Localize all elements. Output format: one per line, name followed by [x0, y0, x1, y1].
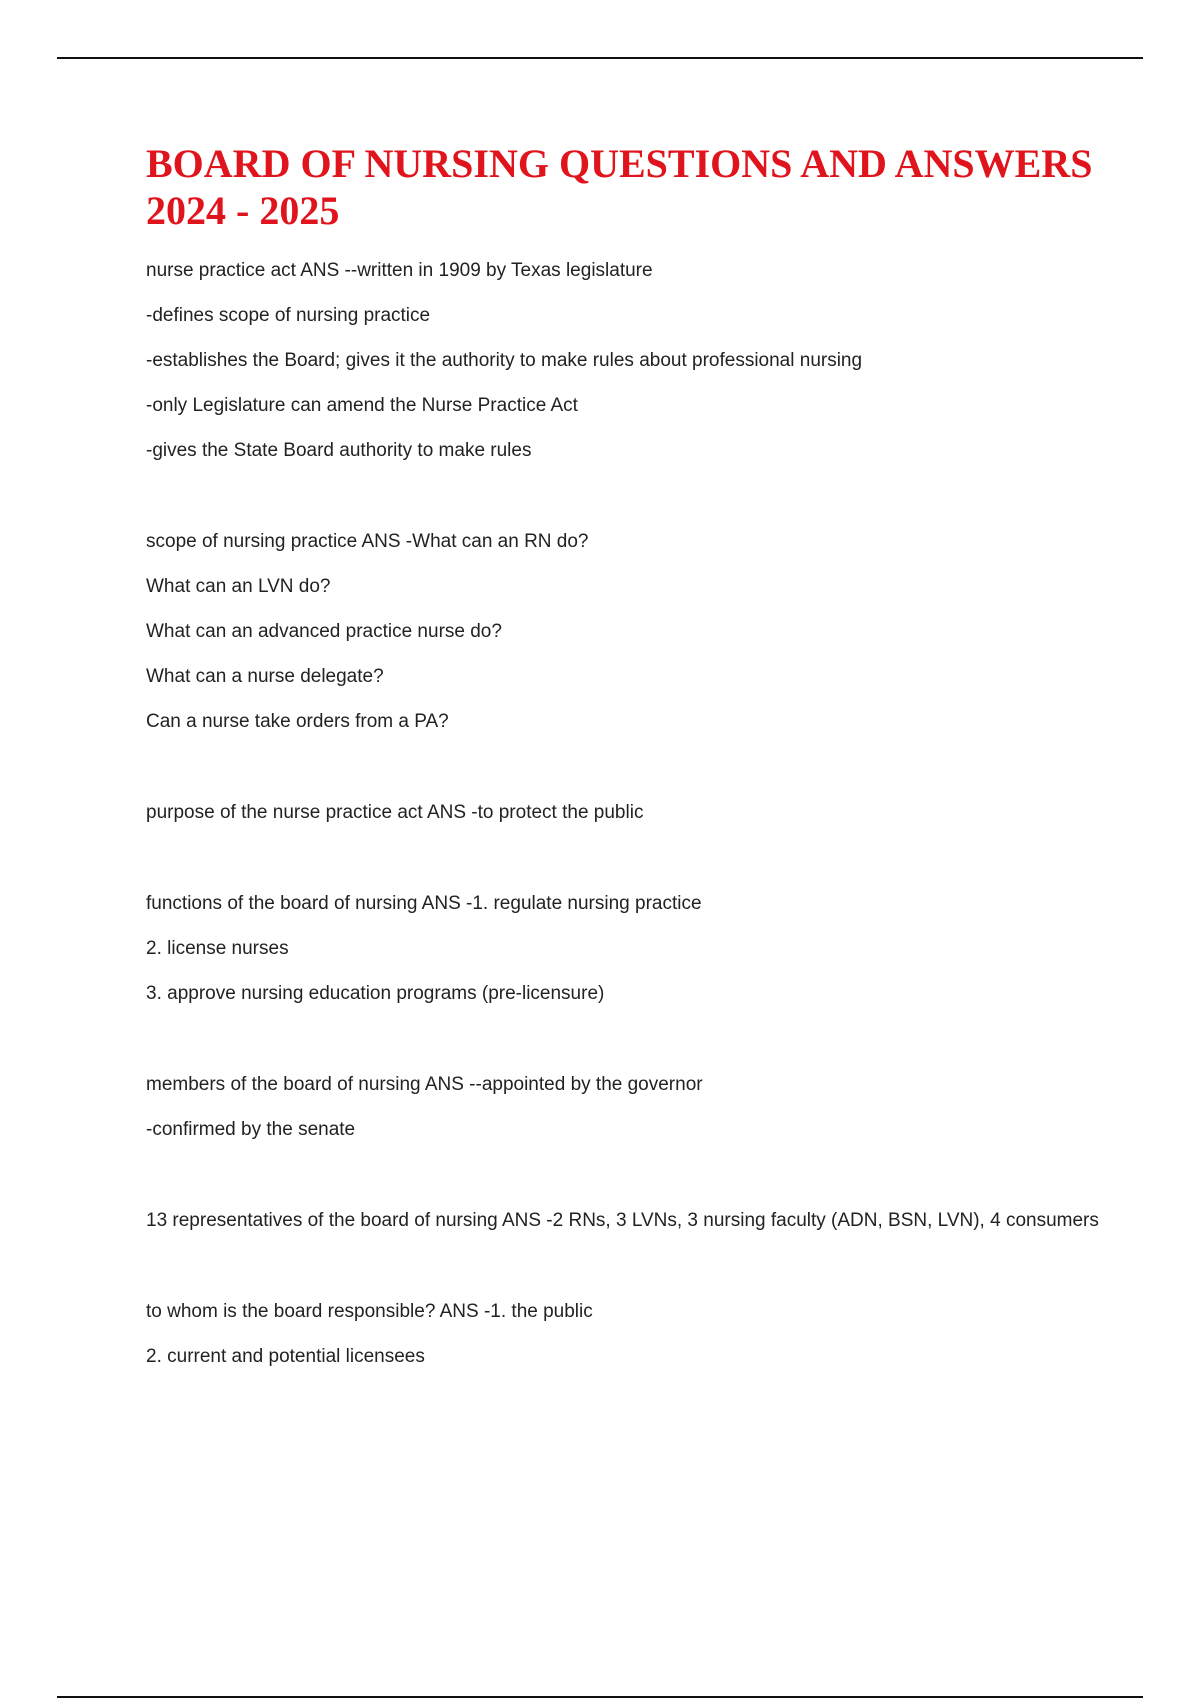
qa-block: [146, 527, 1106, 737]
qa-answer-line: 2. current and potential licensees: [146, 1346, 425, 1367]
qa-question-line: functions of the board of nursing ANS -1. regulate nursing practice: [146, 893, 702, 914]
qa-question-line: 13 representatives of the board of nursing ANS -2 RNs, 3 LVNs, 3 nursing faculty (ADN, BSN, LVN), 4 consumers: [146, 1210, 1099, 1231]
qa-answer-line: What can a nurse delegate?: [146, 666, 384, 687]
qa-answer-line: 2. license nurses: [146, 938, 289, 959]
top-rule: [57, 57, 1143, 59]
qa-answer-line: -confirmed by the senate: [146, 1119, 356, 1140]
qa-answer-line: What can an advanced practice nurse do?: [146, 621, 502, 642]
block-spacer: [146, 1160, 1106, 1206]
qa-answer-line: -establishes the Board; gives it the authority to make rules about professional nursing: [146, 350, 863, 371]
qa-answer-line: Can a nurse take orders from a PA?: [146, 711, 449, 732]
qa-block: [146, 1206, 1106, 1236]
qa-question-line: members of the board of nursing ANS --appointed by the governor: [146, 1074, 703, 1095]
document-title: BOARD OF NURSING QUESTIONS AND ANSWERS 2024 - 2025: [146, 141, 1093, 233]
qa-answer-line: What can an LVN do?: [146, 576, 331, 597]
qa-list: [146, 256, 1106, 1372]
qa-question-line: to whom is the board responsible? ANS -1. the public: [146, 1301, 593, 1322]
block-spacer: [146, 481, 1106, 527]
bottom-rule: [57, 1696, 1143, 1698]
qa-question-line: purpose of the nurse practice act ANS -to protect the public: [146, 802, 644, 823]
qa-answer-line: -gives the State Board authority to make rules: [146, 440, 532, 461]
document-body: [146, 140, 1106, 1387]
qa-block: [146, 1297, 1106, 1372]
block-spacer: [146, 1251, 1106, 1297]
qa-answer-line: 3. approve nursing education programs (pre-licensure): [146, 983, 605, 1004]
qa-block: [146, 256, 1106, 466]
qa-block: [146, 798, 1106, 828]
block-spacer: [146, 752, 1106, 798]
block-spacer: [146, 1024, 1106, 1070]
qa-block: [146, 1070, 1106, 1145]
qa-question-line: nurse practice act ANS --written in 1909 by Texas legislature: [146, 260, 653, 281]
qa-answer-line: -only Legislature can amend the Nurse Practice Act: [146, 395, 578, 416]
qa-block: [146, 889, 1106, 1009]
qa-answer-line: -defines scope of nursing practice: [146, 305, 431, 326]
qa-question-line: scope of nursing practice ANS -What can an RN do?: [146, 531, 589, 552]
block-spacer: [146, 843, 1106, 889]
